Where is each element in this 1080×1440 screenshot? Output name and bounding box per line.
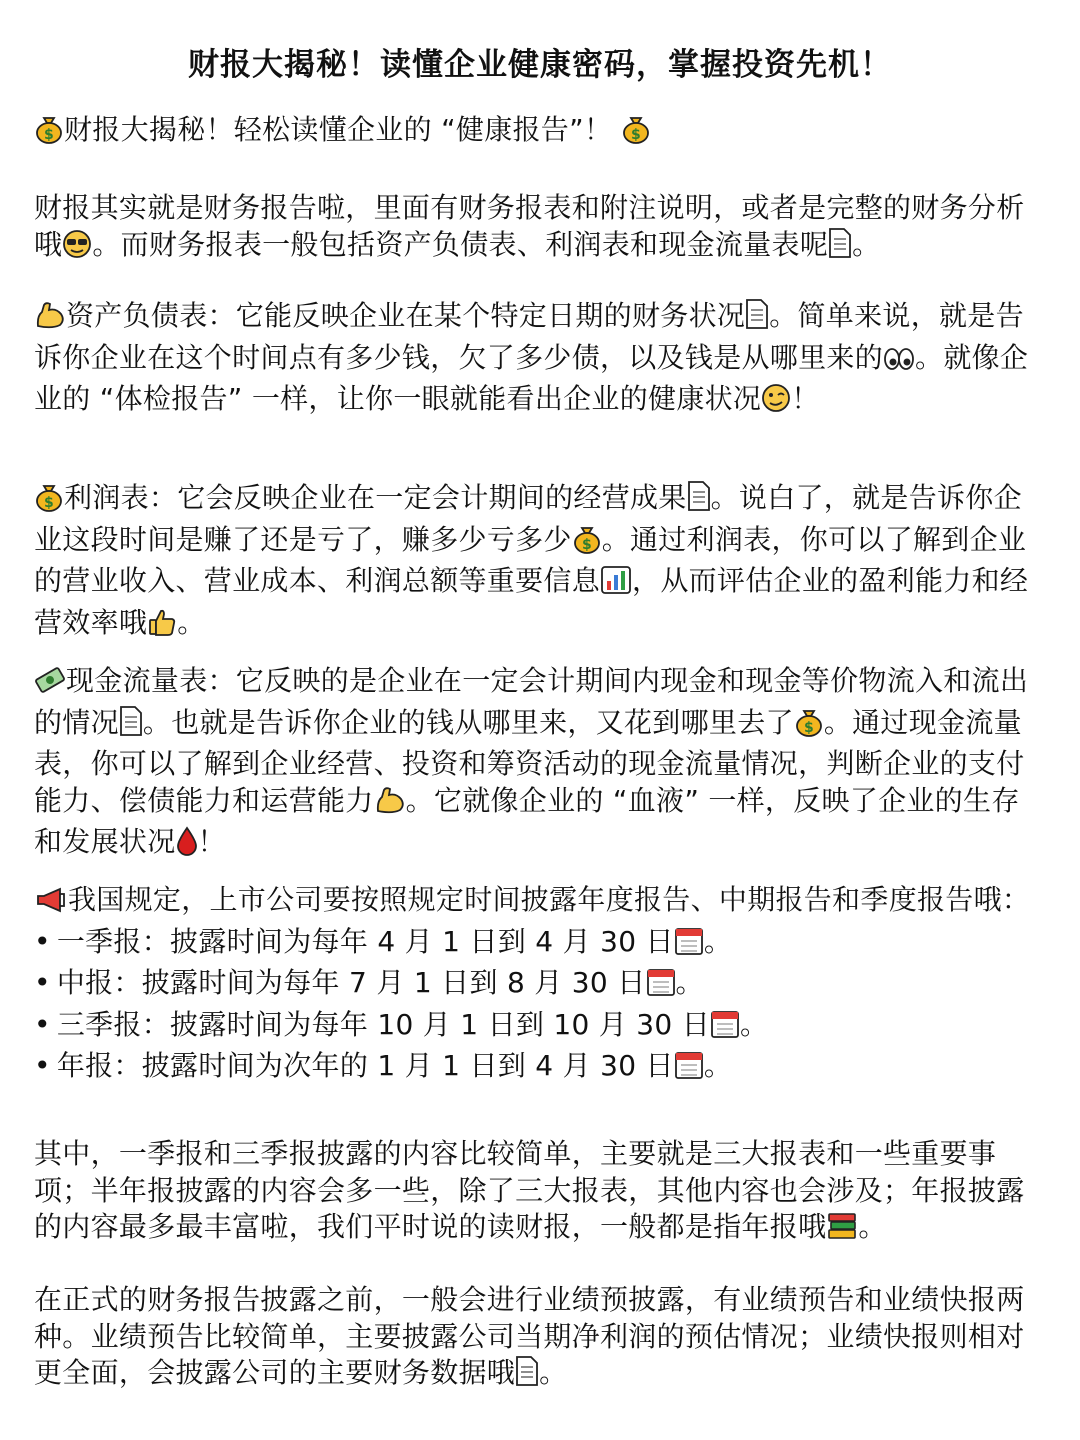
calendar-icon — [646, 967, 676, 1007]
paragraph-text: 。 — [177, 605, 206, 639]
paragraph-income-statement — [34, 480, 1046, 646]
money-bag-icon — [34, 480, 64, 522]
eyes-icon — [883, 345, 915, 382]
svg-text:$: $ — [803, 719, 814, 736]
books-icon — [826, 1211, 858, 1251]
list-item — [34, 924, 1046, 966]
document-icon — [828, 227, 852, 269]
paragraph-text: 。 — [539, 1356, 568, 1389]
paragraph-financial-report — [34, 190, 1046, 268]
paragraph-text: 。它就像企业的 “血液” 一样，反映了企业的生存和发展状况 — [34, 783, 1020, 858]
regulation-intro: 我国规定，上市公司要按照规定时间披露年度报告、中期报告和季度报告哦： — [68, 883, 1031, 916]
thumbs-up-icon — [147, 607, 177, 647]
paragraph-text: ，从而评估企业的盈利能力和经营效率哦 — [34, 564, 1029, 639]
list-item — [34, 965, 1046, 1007]
intro-text: 财报大揭秘！轻松读懂企业的 “健康报告”！ — [64, 113, 613, 146]
list-item-text: 中报：披露时间为每年 7 月 1 日到 8 月 30 日 — [56, 966, 646, 999]
list-item-end: 。 — [675, 966, 704, 999]
paragraph-text: 。通过现金流量表，你可以了解到企业经营、投资和筹资活动的现金流量情况，判断企业的支付能力、偿债能力和运营能力 — [34, 705, 1025, 817]
svg-text:$: $ — [43, 495, 55, 511]
paragraph-text: 其中，一季报和三季报披露的内容比较简单，主要就是三大报表和一些重要事项；半年报披露的内容会多一些，除了三大报表，其他内容也会涉及；年报披露的内容最多最丰富啦，我们平时说的读财报，一般都是指年报哦 — [34, 1137, 1025, 1243]
paragraph-text: 资产负债表：它能反映企业在某个特定日期的财务状况 — [66, 299, 746, 332]
list-item-text: 年报：披露时间为次年的 1 月 1 日到 4 月 30 日 — [56, 1049, 674, 1082]
calendar-icon — [710, 1009, 740, 1049]
megaphone-icon — [34, 886, 68, 924]
disclosure-schedule-list — [34, 924, 1046, 1090]
list-item-end: 。 — [703, 1049, 733, 1082]
list-item-end: 。 — [740, 1007, 769, 1041]
paragraph-text: 。说白了，就是告诉你企业这段时间是赚了还是亏了，赚多少亏多少 — [34, 481, 1022, 556]
paragraph-text: ！ — [791, 382, 820, 415]
calendar-icon — [674, 1050, 704, 1090]
paragraph-text: 。 — [858, 1210, 887, 1243]
paragraph-text: 在正式的财务报告披露之前，一般会进行业绩预披露，有业绩预告和业绩快报两种。业绩预告比较简单，主要披露公司当期净利润的预估情况；业绩快报则相对更全面，会披露公司的主要财务数据哦 — [34, 1283, 1025, 1389]
paragraph-text: 。简单来说，就是告诉你企业在这个时间点有多少钱，欠了多少债，以及钱是从哪里来的 — [34, 299, 1024, 374]
document-icon — [687, 480, 711, 522]
flexed-biceps-icon — [34, 300, 66, 340]
paragraph-regulation — [34, 882, 1046, 1090]
calendar-icon — [674, 926, 704, 966]
paragraph-text: 。通过利润表，你可以了解到企业的营业收入、营业成本、利润总额等重要信息 — [34, 522, 1027, 597]
bar-chart-icon — [600, 565, 632, 605]
list-item — [34, 1007, 1046, 1049]
page-title: 财报大揭秘！读懂企业健康密码，掌握投资先机！ — [188, 47, 892, 83]
paragraph-balance-sheet — [34, 298, 1046, 423]
paragraph-text: 。 — [852, 227, 881, 261]
list-item-text: 三季报：披露时间为每年 10 月 1 日到 10 月 30 日 — [56, 1007, 711, 1041]
list-item-end: 。 — [703, 924, 733, 958]
svg-text:$: $ — [581, 536, 592, 553]
paragraph-text: 现金流量表：它反映的是企业在一定会计期间内现金和现金等价物流入和流出的情况 — [34, 664, 1029, 739]
list-item — [34, 1048, 1046, 1090]
paragraph-text: 利润表：它会反映企业在一定会计期间的经营成果 — [64, 481, 687, 514]
money-bag-icon — [572, 522, 602, 564]
paragraph-text: ！ — [197, 825, 226, 858]
winking-face-icon — [761, 383, 791, 423]
document-icon — [119, 705, 143, 747]
blood-drop-icon — [176, 826, 198, 866]
intro-line — [34, 112, 1046, 154]
money-bag-icon — [621, 112, 651, 154]
sunglasses-face-icon — [62, 229, 92, 269]
paragraph-cash-flow — [34, 663, 1046, 866]
flying-money-icon — [34, 665, 66, 705]
document-icon — [745, 298, 769, 340]
list-item-text: 一季报：披露时间为每年 4 月 1 日到 4 月 30 日 — [56, 924, 674, 958]
paragraph-text: 。就像企业的 “体检报告” 一样，让你一眼就能看出企业的健康状况 — [34, 340, 1029, 415]
paragraph-text: 。也就是告诉你企业的钱从哪里来，又花到哪里去了 — [142, 705, 794, 739]
svg-text:$: $ — [631, 127, 642, 143]
money-bag-icon — [34, 112, 64, 154]
document-icon — [515, 1355, 539, 1397]
paragraph-text: 财报其实就是财务报告啦，里面有财务报表和附注说明，或者是完整的财务分析哦 — [34, 191, 1025, 261]
paragraph-preview-note — [34, 1282, 1046, 1397]
money-bag-icon — [794, 705, 824, 747]
flexed-biceps-icon — [374, 785, 406, 825]
paragraph-text: 。而财务报表一般包括资产负债表、利润表和现金流量表呢 — [92, 227, 829, 261]
paragraph-content-note — [34, 1136, 1046, 1251]
svg-text:$: $ — [43, 127, 55, 143]
